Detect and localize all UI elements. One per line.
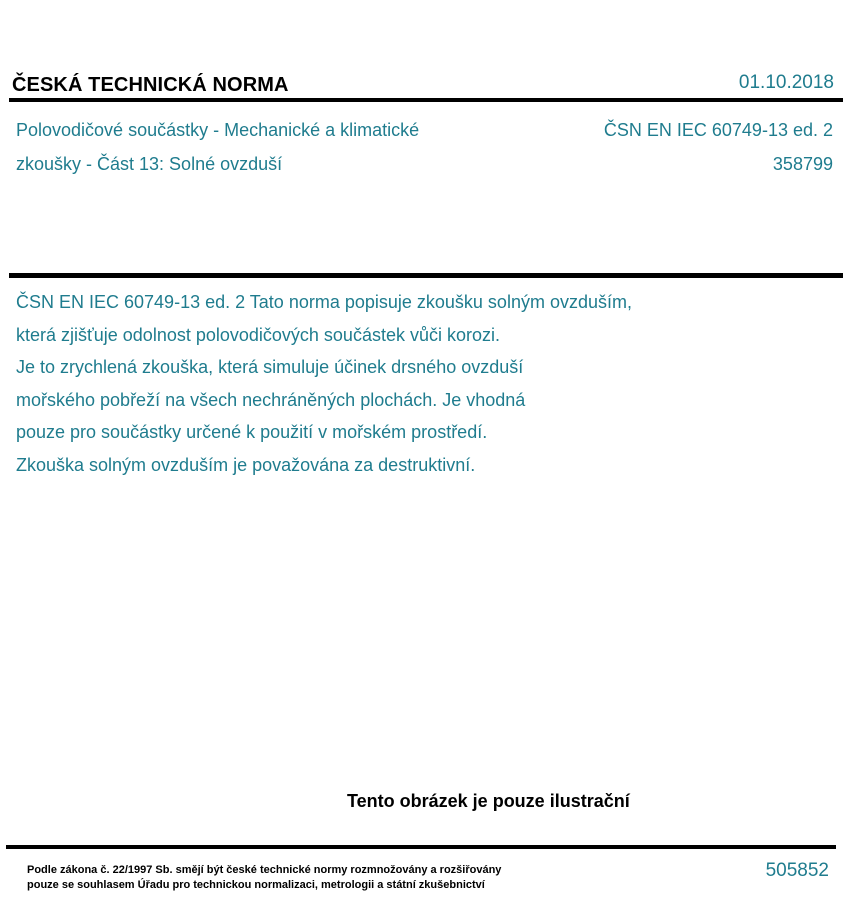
publication-date: 01.10.2018 bbox=[738, 72, 834, 93]
abstract-text bbox=[16, 286, 632, 481]
legal-notice-line: pouze se souhlasem Úřadu pro technickou normalizaci, metrologii a státní zkušebnictví bbox=[27, 879, 485, 891]
standard-title-line: zkoušky - Část 13: Solné ovzduší bbox=[16, 154, 283, 174]
abstract-line: pouze pro součástky určené k použití v mořském prostředí. bbox=[16, 422, 488, 442]
header-divider bbox=[9, 98, 843, 102]
section-divider bbox=[9, 273, 843, 278]
abstract-line: která zjišťuje odolnost polovodičových součástek vůči korozi. bbox=[16, 324, 500, 345]
abstract-line: ČSN EN IEC 60749-13 ed. 2 Tato norma popisuje zkoušku solným ovzduším, bbox=[16, 292, 632, 312]
document-code: 505852 bbox=[765, 860, 829, 881]
abstract-line: mořského pobřeží na všech nechráněných plochách. Je vhodná bbox=[16, 389, 526, 410]
document-type-heading: ČESKÁ TECHNICKÁ NORMA bbox=[12, 74, 289, 96]
class-number: 358799 bbox=[772, 154, 833, 174]
standard-designation: ČSN EN IEC 60749-13 ed. 2 bbox=[603, 120, 833, 140]
standard-identifiers bbox=[604, 113, 833, 181]
illustration-disclaimer: Tento obrázek je pouze ilustrační bbox=[347, 791, 630, 811]
legal-notice-line: Podle zákona č. 22/1997 Sb. smějí být české technické normy rozmnožovány a rozšiřovány bbox=[27, 864, 502, 876]
standard-title bbox=[16, 113, 419, 181]
footer-divider bbox=[6, 845, 836, 849]
abstract-line: Je to zrychlená zkouška, která simuluje účinek drsného ovzduší bbox=[16, 357, 524, 377]
standard-title-line: Polovodičové součástky - Mechanické a klimatické bbox=[16, 120, 420, 140]
abstract-line: Zkouška solným ovzduším je považována za destruktivní. bbox=[16, 454, 476, 475]
legal-notice bbox=[27, 863, 501, 893]
